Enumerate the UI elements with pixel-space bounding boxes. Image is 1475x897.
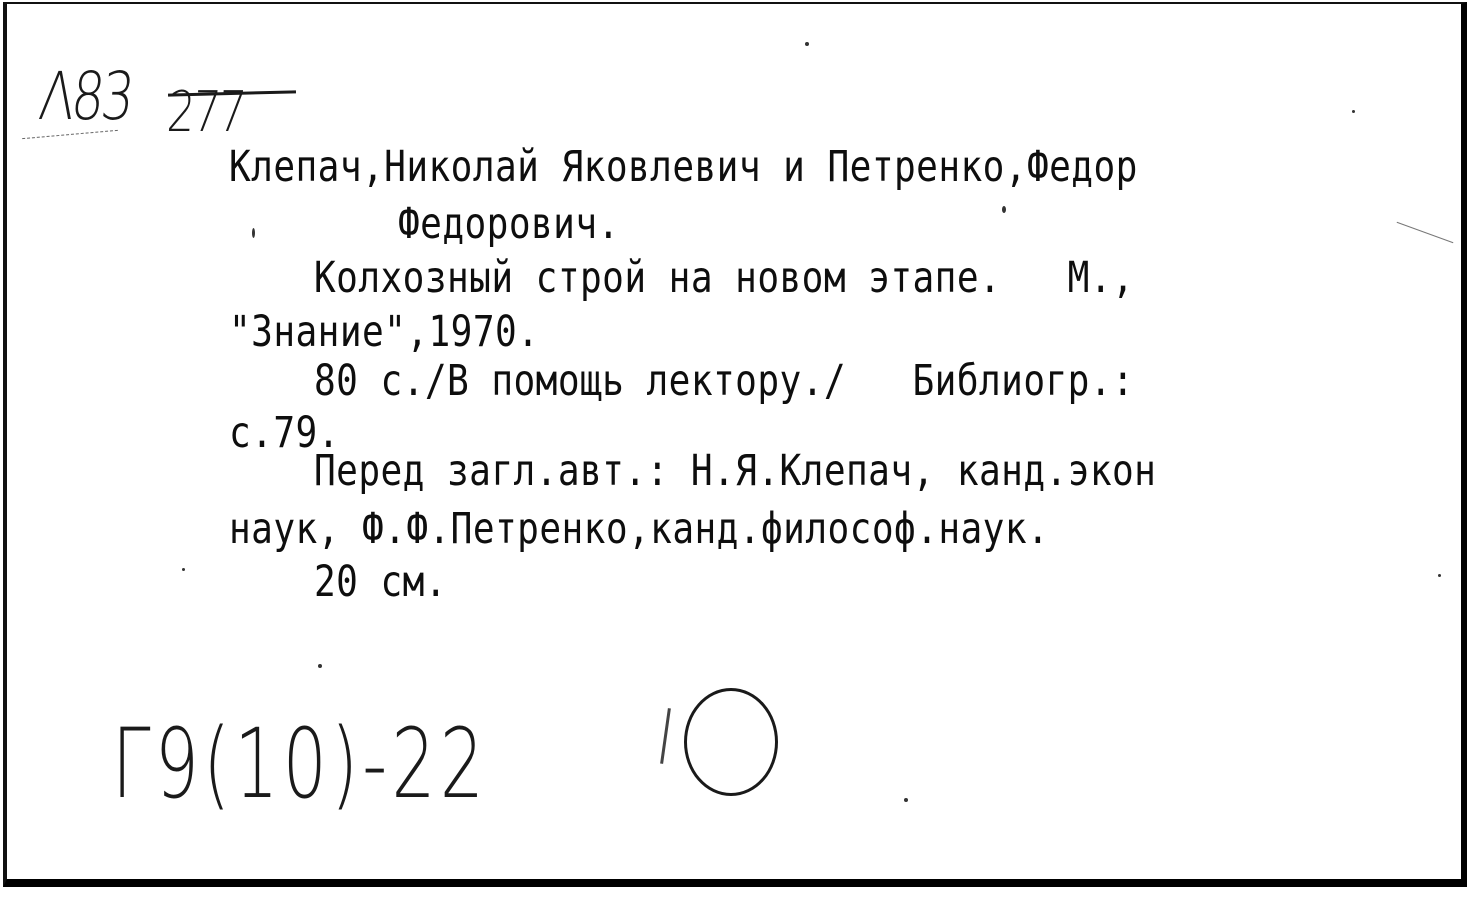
dust-speck xyxy=(805,42,809,46)
dust-speck xyxy=(1438,574,1441,577)
note-line-continued: наук, Ф.Ф.Петренко,канд.философ.наук. xyxy=(229,504,1050,554)
circle-stamp xyxy=(684,688,778,796)
classification-mark: Г9(10)-22 xyxy=(112,708,489,820)
dust-speck xyxy=(252,228,255,238)
dust-speck xyxy=(904,798,908,802)
dust-speck xyxy=(318,664,322,668)
collation-line-continued: с.79. xyxy=(229,408,340,458)
title-line: Колхозный строй на новом этапе. М., xyxy=(314,253,1135,303)
dust-speck xyxy=(182,568,185,571)
dust-speck xyxy=(1352,110,1355,113)
collation-line: 80 с./В помощь лектору./ Библиогр.: xyxy=(314,356,1135,406)
size-line: 20 см. xyxy=(314,557,448,607)
dust-speck xyxy=(1002,206,1006,213)
publisher-line: "Знание",1970. xyxy=(229,307,540,357)
shelfmark-prefix: Λ83 xyxy=(35,58,136,135)
author-line-continued: Федорович. xyxy=(398,199,620,249)
note-line: Перед загл.авт.: Н.Я.Клепач, канд.экон xyxy=(314,446,1157,496)
shelfmark-number: 277 xyxy=(164,80,247,145)
author-line: Клепач,Николай Яковлевич и Петренко,Федор xyxy=(229,142,1138,192)
